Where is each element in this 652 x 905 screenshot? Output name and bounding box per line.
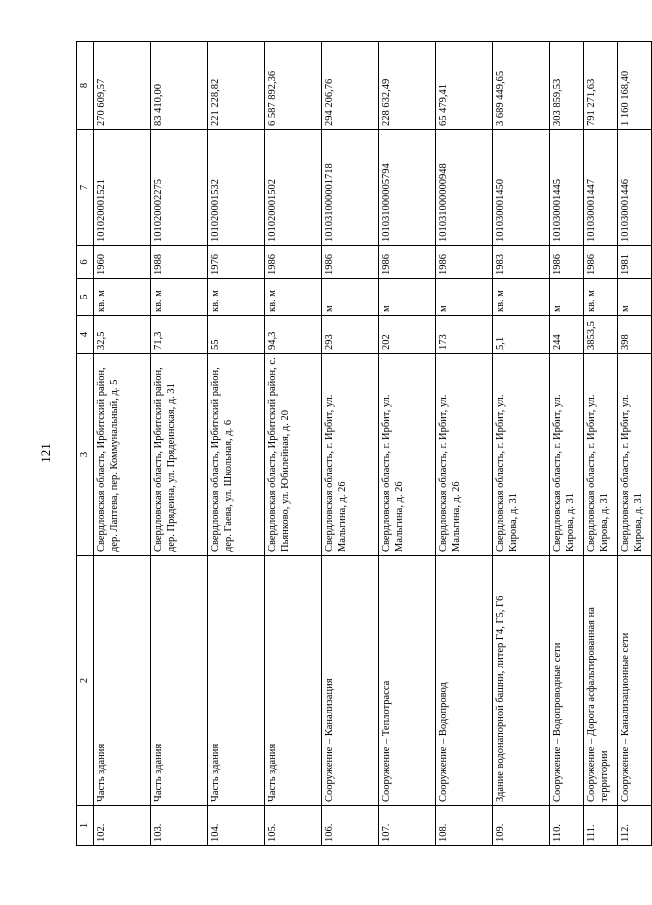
cell-inventory-number: 101020001502 [265, 130, 322, 246]
cell-year: 1976 [208, 246, 265, 279]
cell-name: Сооружение – Канализационные сети [618, 556, 652, 806]
cell-quantity: 5,1 [493, 316, 550, 354]
cell-name: Сооружение – Дорога асфальтированная на территории [584, 556, 618, 806]
header-col-8: 8 [77, 42, 94, 130]
table-row [208, 42, 265, 846]
cell-address: Свердловская область, г. Ирбит, ул. Кирова, д. 31 [584, 354, 618, 556]
cell-quantity: 94,3 [265, 316, 322, 354]
header-col-4: 4 [77, 316, 94, 354]
cell-unit: кв. м [94, 279, 151, 316]
cell-name: Сооружение – Водопроводные сети [550, 556, 584, 806]
cell-year: 1986 [265, 246, 322, 279]
cell-unit: м [379, 279, 436, 316]
cell-value: 270 609,57 [94, 42, 151, 130]
cell-name: Сооружение – Теплотрасса [379, 556, 436, 806]
cell-year: 1981 [618, 246, 652, 279]
cell-year: 1986 [584, 246, 618, 279]
table-row [94, 42, 151, 846]
cell-quantity: 173 [436, 316, 493, 354]
cell-name: Здание водонапорной башни, литер Г4, Г5, Г6 [493, 556, 550, 806]
table-row [493, 42, 550, 846]
cell-number: 102. [94, 806, 151, 846]
cell-unit: кв. м [493, 279, 550, 316]
cell-number: 104. [208, 806, 265, 846]
header-col-6: 6 [77, 246, 94, 279]
cell-inventory-number: 101020002275 [151, 130, 208, 246]
cell-unit: кв. м [584, 279, 618, 316]
cell-address: Свердловская область, г. Ирбит, ул. Кирова, д. 31 [493, 354, 550, 556]
header-col-3: 3 [77, 354, 94, 556]
cell-unit: кв. м [151, 279, 208, 316]
cell-inventory-number: 101030001446 [618, 130, 652, 246]
cell-value: 3 689 449,65 [493, 42, 550, 130]
cell-inventory-number: 101020001521 [94, 130, 151, 246]
table-row [265, 42, 322, 846]
cell-name: Сооружение – Канализация [322, 556, 379, 806]
cell-address: Свердловская область, Ирбитский район, с. Пьянково, ул. Юбилейная, д. 20 [265, 354, 322, 556]
cell-quantity: 71,3 [151, 316, 208, 354]
cell-number: 105. [265, 806, 322, 846]
header-row [77, 42, 94, 846]
cell-value: 294 206,76 [322, 42, 379, 130]
cell-year: 1983 [493, 246, 550, 279]
cell-number: 108. [436, 806, 493, 846]
cell-value: 83 410,00 [151, 42, 208, 130]
cell-unit: м [550, 279, 584, 316]
cell-quantity: 32,5 [94, 316, 151, 354]
cell-value: 303 859,53 [550, 42, 584, 130]
cell-address: Свердловская область, Ирбитский район, дер. Лаптева, пер. Коммунальный, д. 5 [94, 354, 151, 556]
cell-name: Часть здания [265, 556, 322, 806]
cell-inventory-number: 101030001447 [584, 130, 618, 246]
cell-inventory-number: 101031000005794 [379, 130, 436, 246]
property-table [76, 41, 652, 846]
cell-year: 1986 [436, 246, 493, 279]
cell-name: Часть здания [208, 556, 265, 806]
cell-quantity: 244 [550, 316, 584, 354]
table-row [618, 42, 652, 846]
cell-quantity: 3853,5 [584, 316, 618, 354]
cell-number: 109. [493, 806, 550, 846]
cell-inventory-number: 101020001532 [208, 130, 265, 246]
cell-inventory-number: 101031000000948 [436, 130, 493, 246]
header-col-2: 2 [77, 556, 94, 806]
header-col-1: 1 [77, 806, 94, 846]
cell-value: 791 271,63 [584, 42, 618, 130]
cell-value: 1 160 168,40 [618, 42, 652, 130]
property-table-container [76, 42, 644, 846]
cell-value: 221 228,82 [208, 42, 265, 130]
table-row [151, 42, 208, 846]
page-number: 121 [38, 443, 53, 463]
cell-number: 110. [550, 806, 584, 846]
cell-year: 1988 [151, 246, 208, 279]
cell-address: Свердловская область, г. Ирбит, ул. Мальгина, д. 26 [322, 354, 379, 556]
cell-unit: м [436, 279, 493, 316]
table-row [322, 42, 379, 846]
cell-address: Свердловская область, г. Ирбит, ул. Кирова, д. 31 [550, 354, 584, 556]
cell-quantity: 202 [379, 316, 436, 354]
cell-address: Свердловская область, Ирбитский район, дер. Прядеина, ул. Прядеинская, д. 31 [151, 354, 208, 556]
cell-quantity: 398 [618, 316, 652, 354]
cell-year: 1986 [379, 246, 436, 279]
cell-value: 228 632,49 [379, 42, 436, 130]
cell-year: 1960 [94, 246, 151, 279]
cell-number: 103. [151, 806, 208, 846]
cell-year: 1986 [550, 246, 584, 279]
cell-unit: кв. м [208, 279, 265, 316]
cell-inventory-number: 101030001445 [550, 130, 584, 246]
cell-quantity: 293 [322, 316, 379, 354]
cell-inventory-number: 101031000001718 [322, 130, 379, 246]
cell-address: Свердловская область, г. Ирбит, ул. Мальгина, д. 26 [436, 354, 493, 556]
cell-address: Свердловская область, г. Ирбит, ул. Кирова, д. 31 [618, 354, 652, 556]
cell-quantity: 55 [208, 316, 265, 354]
table-body [94, 42, 652, 846]
header-col-5: 5 [77, 279, 94, 316]
cell-value: 65 479,41 [436, 42, 493, 130]
header-col-7: 7 [77, 130, 94, 246]
cell-inventory-number: 101030001450 [493, 130, 550, 246]
table-row [584, 42, 618, 846]
cell-number: 111. [584, 806, 618, 846]
table-row [379, 42, 436, 846]
cell-unit: кв. м [265, 279, 322, 316]
cell-address: Свердловская область, Ирбитский район, дер. Гаева, ул. Школьная, д. 6 [208, 354, 265, 556]
cell-name: Сооружение – Водопровод [436, 556, 493, 806]
cell-number: 106. [322, 806, 379, 846]
cell-value: 6 587 892,36 [265, 42, 322, 130]
table-row [550, 42, 584, 846]
cell-name: Часть здания [94, 556, 151, 806]
cell-unit: м [618, 279, 652, 316]
cell-number: 112. [618, 806, 652, 846]
cell-number: 107. [379, 806, 436, 846]
cell-address: Свердловская область, г. Ирбит, ул. Мальгина, д. 26 [379, 354, 436, 556]
cell-name: Часть здания [151, 556, 208, 806]
table-row [436, 42, 493, 846]
cell-year: 1986 [322, 246, 379, 279]
cell-unit: м [322, 279, 379, 316]
